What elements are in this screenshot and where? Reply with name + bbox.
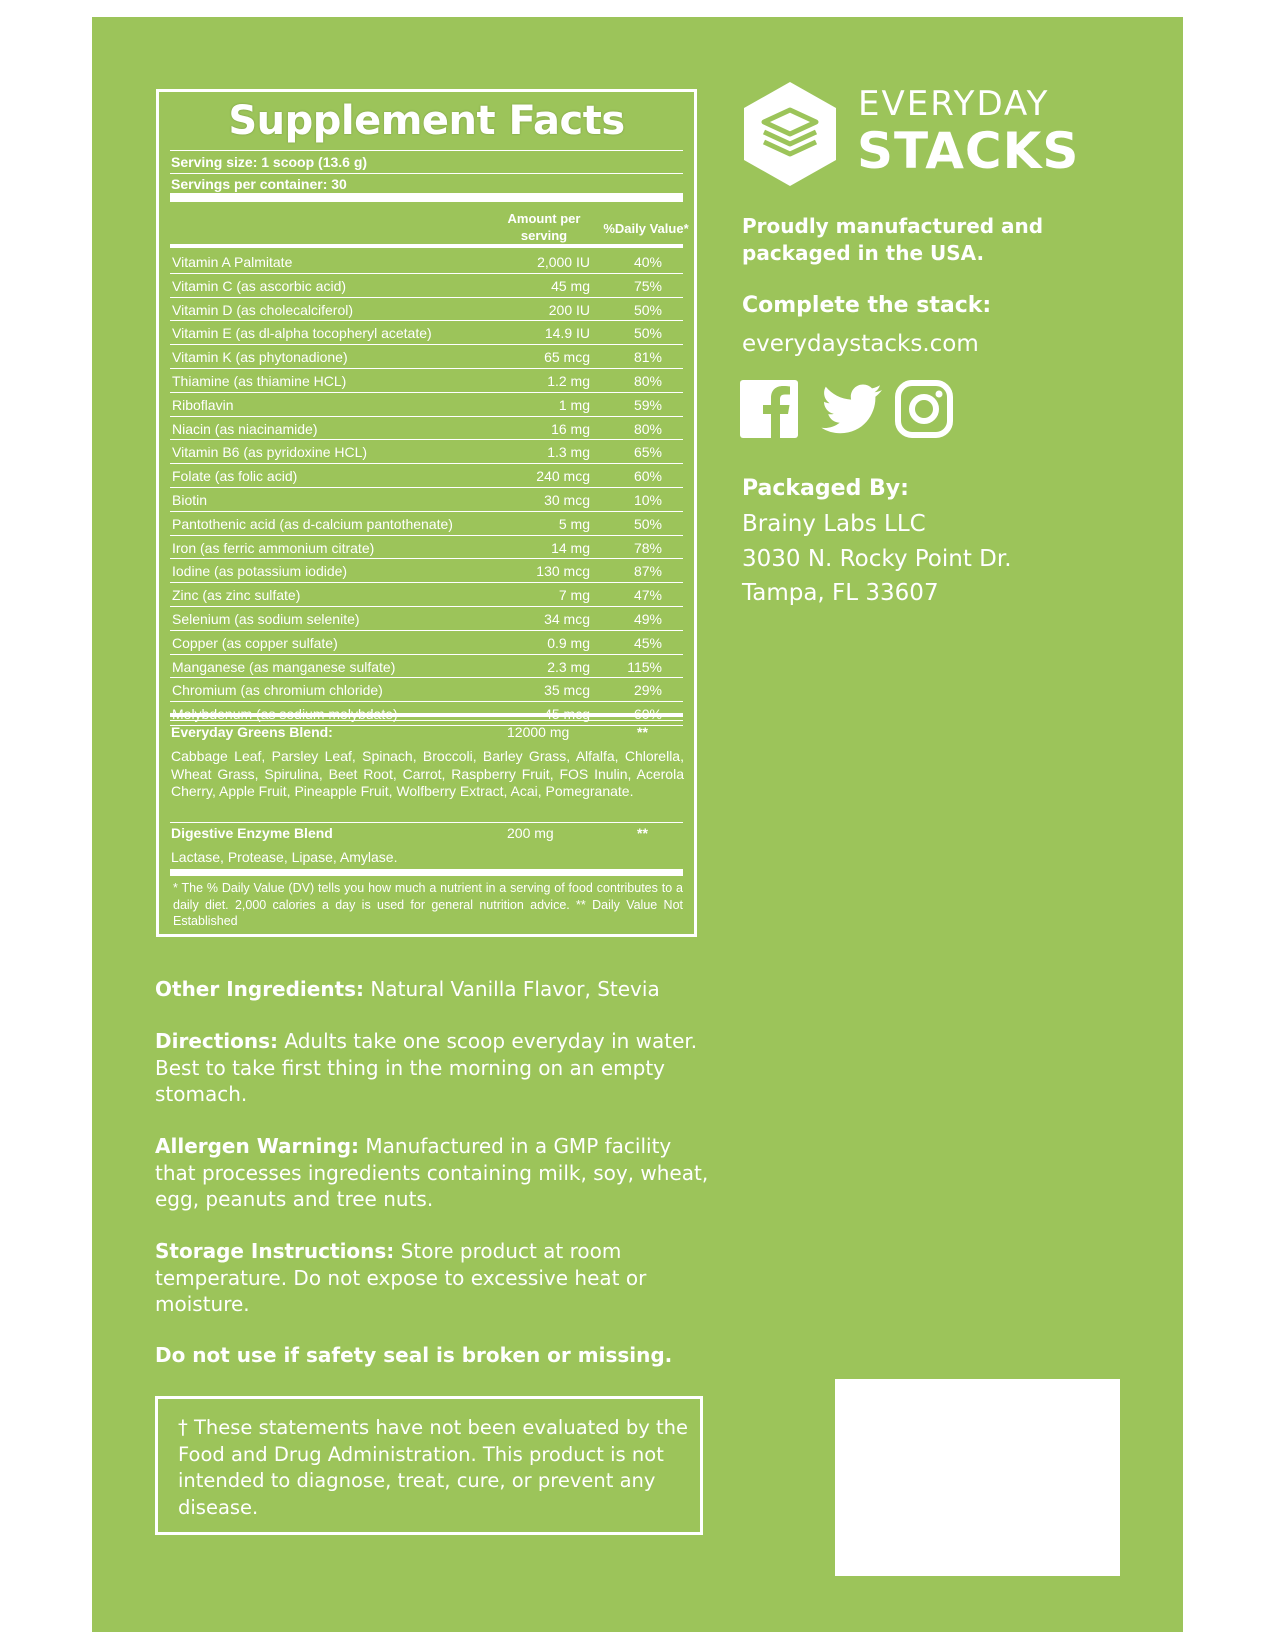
nutrient-daily-value: 49% bbox=[633, 610, 662, 627]
nutrient-amount: 16 mg bbox=[551, 420, 590, 437]
nutrient-row bbox=[170, 250, 683, 274]
logo-wordmark-top: EVERYDAY bbox=[858, 84, 1050, 124]
stacks-logo-icon bbox=[740, 80, 840, 188]
nutrient-daily-value: 45% bbox=[633, 634, 662, 651]
nutrient-name: Vitamin K (as phytonadione) bbox=[172, 349, 348, 366]
nutrient-row bbox=[170, 631, 683, 655]
nutrient-amount: 45 mg bbox=[551, 277, 590, 294]
nutrient-name: Selenium (as sodium selenite) bbox=[172, 610, 360, 627]
nutrient-amount: 1 mg bbox=[558, 396, 590, 413]
nutrient-amount: 1.2 mg bbox=[547, 372, 590, 389]
nutrient-row bbox=[170, 274, 683, 298]
nutrient-name: Copper (as copper sulfate) bbox=[172, 634, 338, 651]
nutrient-name: Riboflavin bbox=[172, 396, 234, 413]
nutrient-name: Biotin bbox=[172, 491, 208, 508]
nutrient-row bbox=[170, 678, 683, 702]
fda-disclaimer-box bbox=[155, 1396, 703, 1535]
twitter-icon[interactable] bbox=[821, 385, 882, 434]
nutrient-name: Vitamin A Palmitate bbox=[172, 254, 293, 270]
allergen-warning bbox=[155, 1133, 715, 1213]
nutrient-name: Chromium (as chromium chloride) bbox=[172, 682, 383, 699]
complete-the-stack-heading: Complete the stack: bbox=[742, 293, 992, 318]
nutrient-daily-value: 40% bbox=[633, 254, 662, 270]
nutrient-amount: 14 mg bbox=[551, 539, 590, 556]
nutrient-daily-value: 50% bbox=[633, 301, 662, 318]
nutrient-name: Vitamin C (as ascorbic acid) bbox=[172, 277, 347, 294]
amount-per-serving-header: Amount per serving bbox=[507, 211, 581, 243]
storage-instructions bbox=[155, 1238, 715, 1318]
nutrient-name: Zinc (as zinc sulfate) bbox=[172, 587, 301, 604]
nutrient-row bbox=[170, 536, 683, 560]
divider bbox=[170, 173, 683, 174]
nutrient-row bbox=[170, 655, 683, 679]
nutrient-daily-value: 59% bbox=[633, 396, 662, 413]
nutrient-daily-value: 50% bbox=[633, 515, 662, 532]
nutrient-amount: 34 mcg bbox=[544, 610, 590, 627]
made-in-usa-text: Proudly manufactured and packaged in the USA. bbox=[742, 214, 1044, 265]
nutrient-row bbox=[170, 464, 683, 488]
nutrient-row bbox=[170, 559, 683, 583]
directions-text: Adults take one scoop everyday in water. Best to take first thing in the morning on an empty stomach. bbox=[155, 1029, 698, 1106]
nutrient-daily-value: 65% bbox=[633, 444, 662, 461]
nutrient-daily-value: 115% bbox=[627, 658, 662, 675]
nutrient-amount: 130 mcg bbox=[536, 563, 590, 580]
nutrient-daily-value: 10% bbox=[633, 491, 662, 508]
divider bbox=[170, 822, 683, 823]
other-ingredients bbox=[155, 976, 715, 1003]
nutrient-row bbox=[170, 321, 683, 345]
nutrient-row bbox=[170, 607, 683, 631]
nutrient-daily-value: 80% bbox=[633, 372, 662, 389]
social-icons bbox=[740, 378, 970, 438]
packager-name: Brainy Labs LLC bbox=[742, 511, 926, 537]
nutrient-amount: 1.3 mg bbox=[547, 444, 590, 461]
nutrient-daily-value: 78% bbox=[633, 539, 662, 556]
packager-street: 3030 N. Rocky Point Dr. bbox=[742, 546, 1012, 572]
nutrient-name: Pantothenic acid (as d-calcium pantothenate) bbox=[172, 515, 453, 532]
nutrient-row bbox=[170, 345, 683, 369]
thick-divider bbox=[170, 869, 683, 876]
nutrient-daily-value: 60% bbox=[633, 468, 662, 485]
nutrient-daily-value: 50% bbox=[633, 325, 662, 342]
nutrient-name: Thiamine (as thiamine HCL) bbox=[172, 372, 347, 389]
daily-value-footnote: * The % Daily Value (DV) tells you how much a nutrient in a serving of food contributes to a daily diet. 2,000 calories a day is used for general nutrition advice. ** Daily Value Not Established bbox=[173, 881, 683, 928]
other-ingredients-label: Other Ingredients: bbox=[155, 977, 365, 1001]
greens-blend-amount: 12000 mg bbox=[507, 724, 570, 740]
allergen-label: Allergen Warning: bbox=[155, 1134, 360, 1158]
nutrient-row bbox=[170, 369, 683, 393]
nutrient-table bbox=[170, 250, 683, 726]
nutrient-row bbox=[170, 583, 683, 607]
nutrient-name: Vitamin D (as cholecalciferol) bbox=[172, 301, 354, 318]
greens-blend-dv: ** bbox=[637, 724, 648, 740]
enzyme-blend-dv: ** bbox=[637, 825, 648, 841]
nutrient-row bbox=[170, 440, 683, 464]
nutrient-name: Vitamin B6 (as pyridoxine HCL) bbox=[172, 444, 368, 461]
directions bbox=[155, 1028, 715, 1108]
nutrient-name: Iodine (as potassium iodide) bbox=[172, 563, 348, 580]
nutrient-daily-value: 75% bbox=[633, 277, 662, 294]
nutrient-name: Vitamin E (as dl-alpha tocopheryl acetate) bbox=[172, 325, 432, 342]
nutrient-amount: 65 mcg bbox=[544, 349, 590, 366]
barcode-area bbox=[835, 1379, 1120, 1576]
divider bbox=[170, 150, 683, 151]
nutrient-amount: 0.9 mg bbox=[547, 634, 590, 651]
nutrient-name: Folate (as folic acid) bbox=[172, 468, 298, 485]
nutrient-row bbox=[170, 298, 683, 322]
nutrient-row bbox=[170, 512, 683, 536]
nutrient-daily-value: 47% bbox=[633, 587, 662, 604]
other-ingredients-text: Natural Vanilla Flavor, Stevia bbox=[364, 977, 660, 1001]
nutrient-amount: 240 mcg bbox=[536, 468, 590, 485]
allergen-text: Manufactured in a GMP facility that processes ingredients containing milk, soy, wheat, egg, peanuts and tree nuts. bbox=[155, 1134, 709, 1211]
facts-title: Supplement Facts bbox=[228, 98, 625, 144]
nutrient-amount: 2,000 IU bbox=[537, 254, 590, 270]
nutrient-amount: 14.9 IU bbox=[544, 325, 590, 342]
nutrient-amount: 7 mg bbox=[558, 587, 590, 604]
storage-label: Storage Instructions: bbox=[155, 1239, 395, 1263]
facebook-icon[interactable] bbox=[740, 380, 798, 438]
nutrient-row bbox=[170, 488, 683, 512]
enzyme-blend-amount: 200 mg bbox=[507, 825, 554, 841]
divider bbox=[170, 244, 683, 248]
nutrient-daily-value: 29% bbox=[633, 682, 662, 699]
packaged-by-heading: Packaged By: bbox=[742, 476, 909, 501]
nutrient-row bbox=[170, 417, 683, 441]
fda-disclaimer: † These statements have not been evaluated by the Food and Drug Administration. This product is not intended to diagnose, treat, cure, or prevent any disease. bbox=[178, 1416, 688, 1519]
nutrient-daily-value: 80% bbox=[633, 420, 662, 437]
supplement-facts-box bbox=[156, 89, 697, 937]
nutrient-daily-value: 81% bbox=[633, 349, 662, 366]
nutrient-name: Iron (as ferric ammonium citrate) bbox=[172, 539, 375, 556]
nutrient-amount: 200 IU bbox=[548, 301, 590, 318]
divider bbox=[170, 720, 683, 721]
packager-city: Tampa, FL 33607 bbox=[742, 580, 939, 606]
divider bbox=[170, 713, 683, 717]
servings-per-container: Servings per container: 30 bbox=[171, 176, 347, 192]
storage-text: Store product at room temperature. Do not expose to excessive heat or moisture. bbox=[155, 1239, 647, 1316]
nutrient-name: Manganese (as manganese sulfate) bbox=[172, 658, 396, 675]
safety-seal-warning: Do not use if safety seal is broken or missing. bbox=[155, 1343, 673, 1367]
directions-label: Directions: bbox=[155, 1029, 279, 1053]
enzyme-blend-name: Digestive Enzyme Blend bbox=[171, 825, 333, 841]
nutrient-row bbox=[170, 393, 683, 417]
logo-wordmark-bottom: STACKS bbox=[857, 122, 1080, 180]
nutrient-amount: 35 mcg bbox=[544, 682, 590, 699]
nutrient-amount: 5 mg bbox=[558, 515, 590, 532]
thick-divider bbox=[170, 193, 683, 202]
enzyme-blend-ingredients: Lactase, Protease, Lipase, Amylase. bbox=[171, 849, 398, 865]
serving-size: Serving size: 1 scoop (13.6 g) bbox=[171, 154, 368, 170]
nutrient-amount: 30 mcg bbox=[544, 491, 590, 508]
nutrient-name: Niacin (as niacinamide) bbox=[172, 420, 318, 437]
nutrient-amount: 2.3 mg bbox=[547, 658, 590, 675]
website-link[interactable]: everydaystacks.com bbox=[742, 331, 979, 357]
greens-blend-ingredients: Cabbage Leaf, Parsley Leaf, Spinach, Broccoli, Barley Grass, Alfalfa, Chlorella, Wheat Grass, Spirulina, Beet Root, Carrot, Raspberry Fruit, FOS Inulin, Acerola Cherry, Apple Fruit, Pineapple Fruit, Wolfberry Extract, Acai, Pomegranate. bbox=[171, 748, 684, 799]
greens-blend-name: Everyday Greens Blend: bbox=[171, 724, 333, 740]
nutrient-daily-value: 87% bbox=[633, 563, 662, 580]
daily-value-header: %Daily Value* bbox=[603, 221, 689, 236]
instagram-icon[interactable] bbox=[898, 383, 950, 435]
